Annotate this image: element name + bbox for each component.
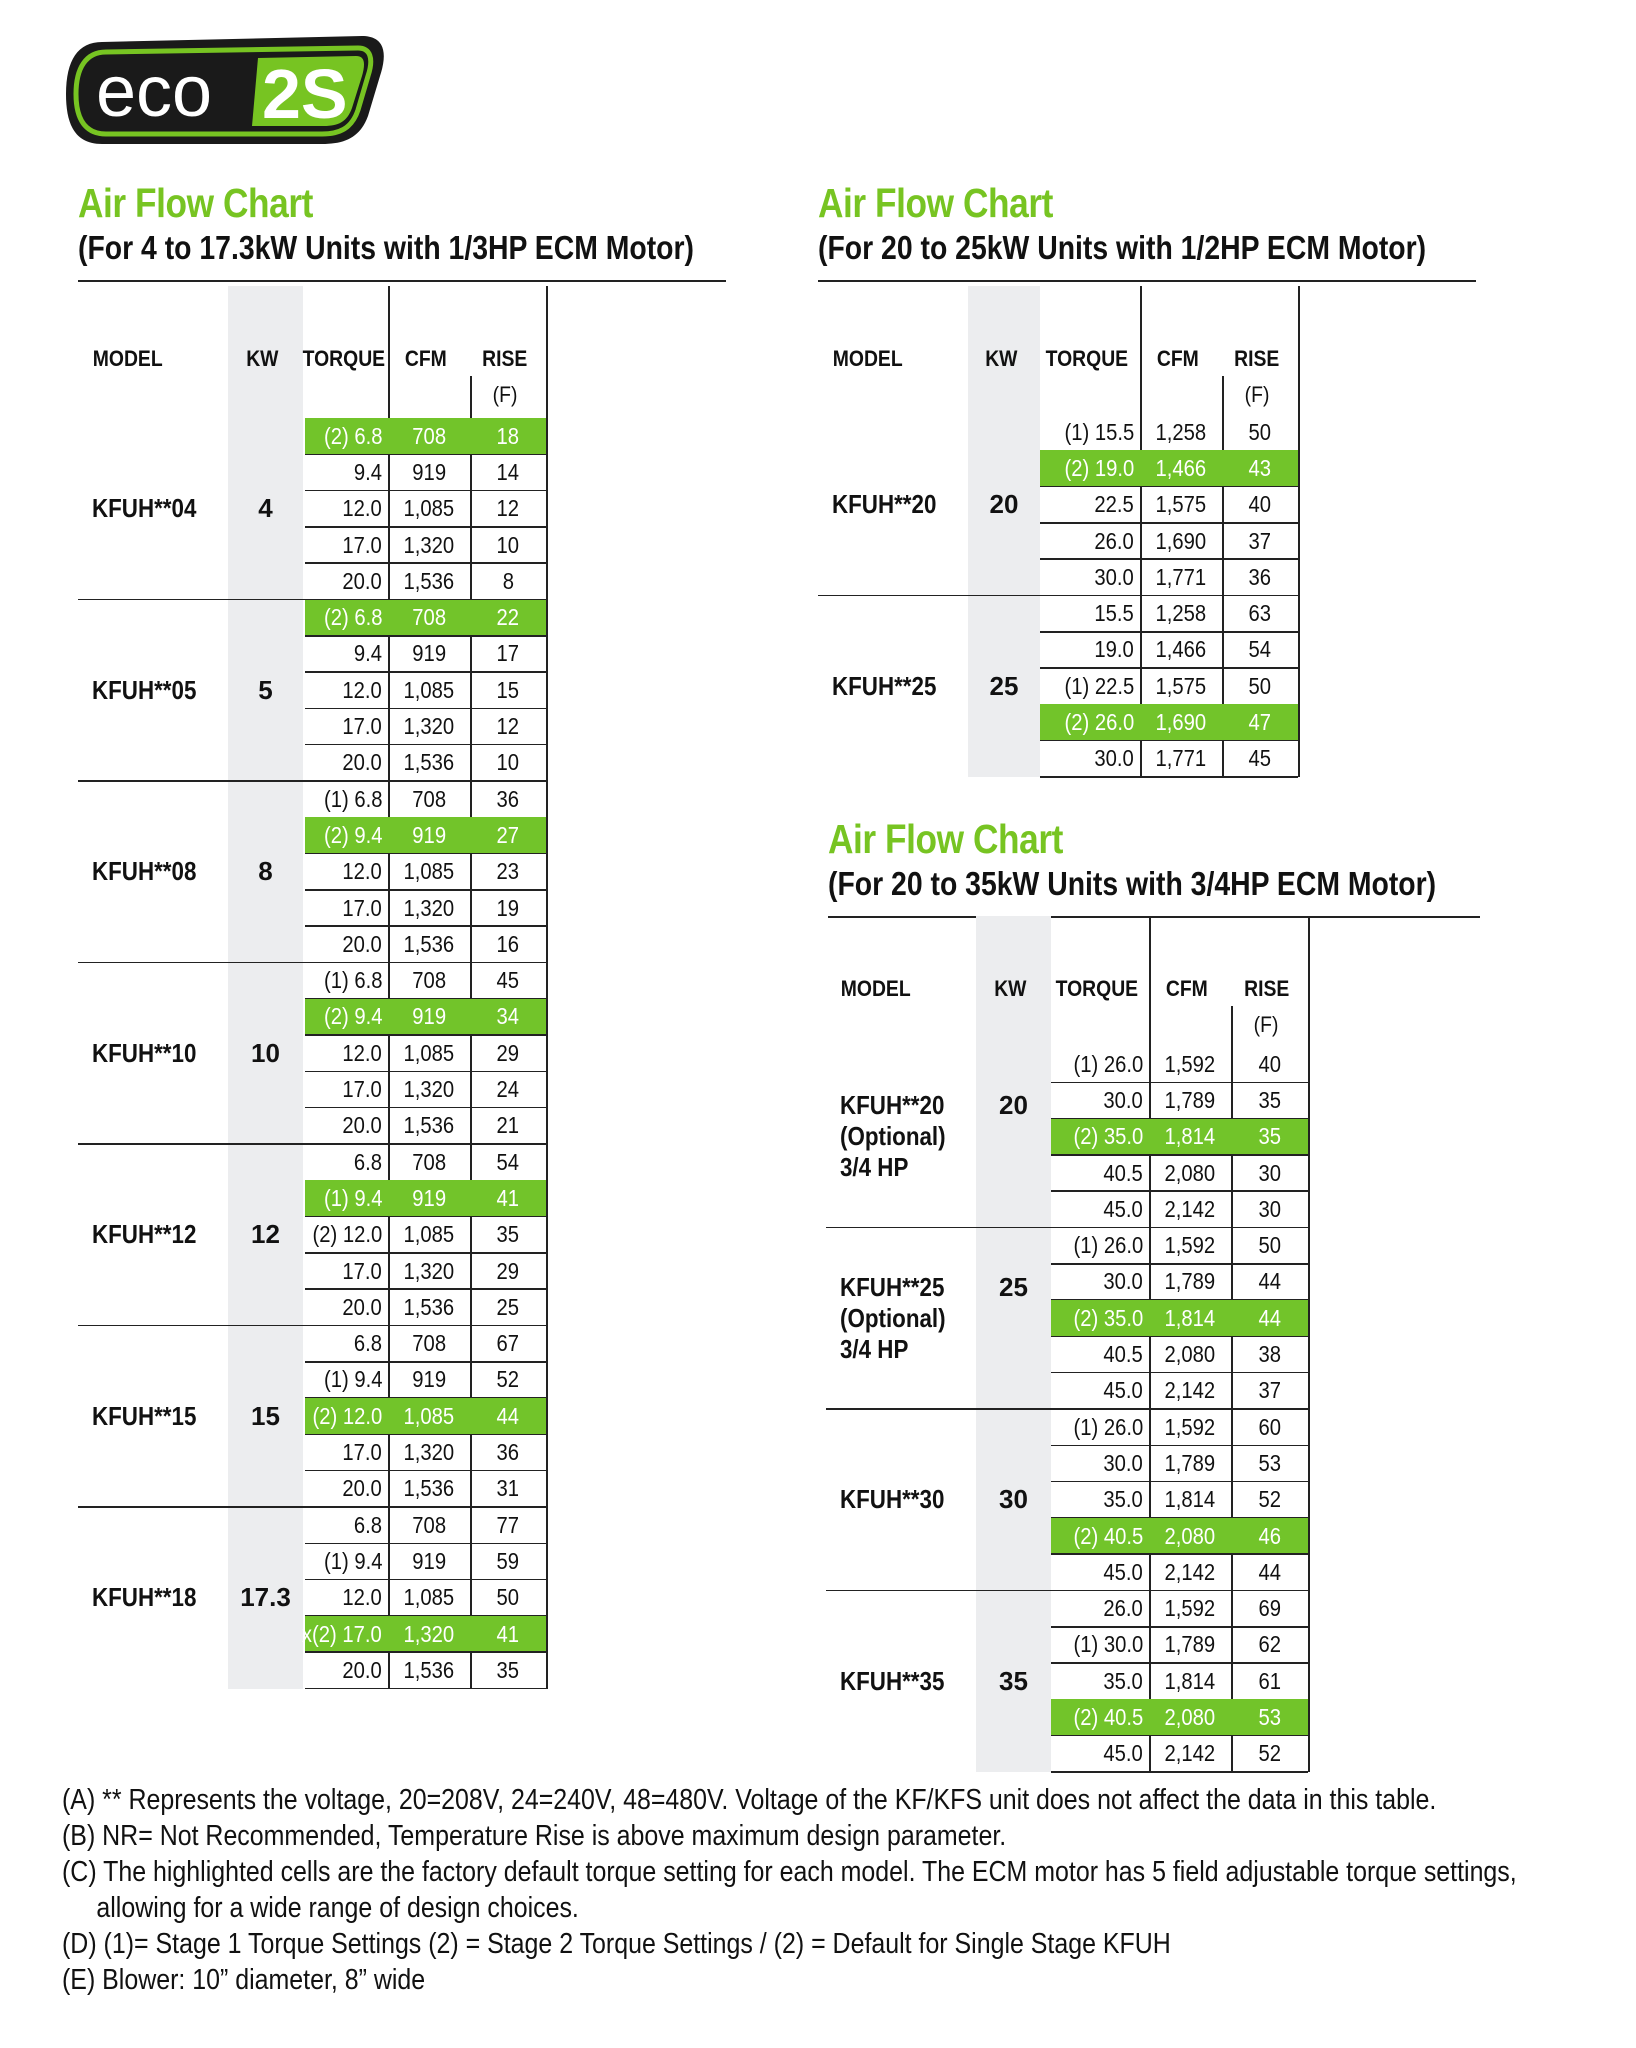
- cfm-cell: 1,320: [403, 1076, 455, 1103]
- kw-value: 35: [999, 1665, 1028, 1696]
- torque-cell: (1) 26.0: [1073, 1232, 1143, 1259]
- cfm-cell: 1,085: [403, 676, 455, 703]
- torque-cell: x(2) 17.0: [305, 1616, 388, 1652]
- rise-cell: 77: [496, 1511, 520, 1538]
- torque-cell: (1) 9.4: [323, 1547, 382, 1574]
- cfm-cell: 919: [388, 817, 470, 853]
- cfm-cell: 2,080: [1149, 1699, 1231, 1735]
- rise-cell: 19: [496, 894, 520, 921]
- rise-cell: 36: [1248, 563, 1272, 590]
- rise-cell: 53: [1231, 1699, 1308, 1735]
- note-e: (E) Blower: 10” diameter, 8” wide: [62, 1964, 426, 1996]
- chart-2-title: Air Flow Chart: [818, 180, 1053, 226]
- rise-cell: 35: [496, 1221, 520, 1248]
- torque-cell: 30.0: [1103, 1268, 1143, 1295]
- cfm-cell: 1,320: [403, 713, 455, 740]
- rise-cell: 36: [496, 1439, 520, 1466]
- group-divider: [78, 1325, 305, 1327]
- rise-cell: 17: [496, 640, 520, 667]
- cfm-cell: 1,592: [1164, 1232, 1216, 1259]
- rise-cell: 59: [496, 1547, 520, 1574]
- kw-value: 25: [989, 670, 1019, 701]
- torque-cell: (1) 9.4: [323, 1366, 382, 1393]
- group-divider: [818, 595, 1040, 597]
- torque-cell: (2) 9.4: [305, 999, 388, 1035]
- rise-cell: 29: [496, 1257, 520, 1284]
- rise-right-line: [546, 286, 548, 1689]
- torque-cell: 6.8: [353, 1148, 382, 1175]
- cfm-cell: 1,690: [1140, 704, 1222, 740]
- torque-cell: 20.0: [342, 1112, 382, 1139]
- cfm-cell: 1,789: [1164, 1268, 1216, 1295]
- cfm-cell: 708: [412, 1148, 446, 1175]
- cfm-cell: 919: [388, 1180, 470, 1216]
- kw-value: 15: [251, 1400, 280, 1431]
- rise-cell: 34: [470, 999, 546, 1035]
- group-divider: [78, 780, 305, 782]
- cfm-cell: 1,466: [1155, 636, 1207, 663]
- rise-cell: 40: [1248, 491, 1272, 518]
- torque-cell: 20.0: [342, 1475, 382, 1502]
- cfm-cell: 1,592: [1164, 1413, 1216, 1440]
- torque-cell: (2) 40.5: [1051, 1518, 1149, 1554]
- cfm-cell: 1,466: [1140, 450, 1222, 486]
- logo-text-eco: eco: [96, 52, 213, 132]
- torque-cell: (2) 9.4: [305, 817, 388, 853]
- rise-cell: 30: [1258, 1195, 1281, 1222]
- model-name: KFUH**04: [92, 493, 197, 524]
- cfm-cell: 2,142: [1164, 1377, 1216, 1404]
- chart-1-heading: [78, 180, 794, 267]
- air-flow-chart-2: [818, 286, 1298, 777]
- torque-cell: 9.4: [353, 458, 382, 485]
- header-rise: RISE: [482, 346, 528, 371]
- rise-cell: 45: [496, 967, 520, 994]
- torque-cell: 30.0: [1094, 745, 1134, 772]
- model-name: KFUH**18: [92, 1582, 197, 1613]
- kw-value: 4: [258, 493, 273, 524]
- rise-cell: 44: [1231, 1300, 1308, 1336]
- rise-cell: 8: [502, 567, 514, 594]
- chart-2-heading: [818, 180, 1525, 267]
- torque-cell: 45.0: [1103, 1377, 1143, 1404]
- torque-cell: 6.8: [353, 1330, 382, 1357]
- kw-value: 30: [999, 1484, 1028, 1515]
- rise-cell: 50: [1248, 418, 1272, 445]
- kw-value: 10: [251, 1037, 280, 1068]
- torque-cell: 17.0: [342, 1257, 382, 1284]
- cfm-cell: 1,789: [1164, 1631, 1216, 1658]
- header-cfm: CFM: [405, 346, 447, 371]
- rise-cell: 41: [470, 1180, 546, 1216]
- chart-3-title: Air Flow Chart: [828, 816, 1063, 862]
- torque-cell: 20.0: [342, 930, 382, 957]
- rise-cell: 63: [1248, 600, 1272, 627]
- rise-cell: 37: [1248, 527, 1272, 554]
- group-divider: [826, 1408, 1051, 1410]
- note-c-continued: allowing for a wide range of design choices.: [96, 1892, 579, 1924]
- rise-right-line: [1298, 286, 1300, 777]
- model-name: KFUH**25 (Optional) 3/4 HP: [840, 1271, 946, 1364]
- cfm-cell: 1,085: [403, 1584, 455, 1611]
- torque-cell: 20.0: [342, 567, 382, 594]
- torque-cell: (2) 12.0: [312, 1221, 382, 1248]
- torque-cell: (2) 6.8: [305, 600, 388, 636]
- rise-cell: 52: [1258, 1486, 1281, 1513]
- torque-cell: 17.0: [342, 1076, 382, 1103]
- group-divider: [826, 1590, 1051, 1592]
- kw-value: 20: [999, 1090, 1028, 1121]
- torque-cell: (2) 35.0: [1051, 1300, 1149, 1336]
- note-c: (C) The highlighted cells are the factory default torque setting for each model. The ECM motor has 5 field adjustable torque settings,: [62, 1856, 1517, 1888]
- cfm-cell: 1,536: [403, 749, 455, 776]
- torque-cell: 12.0: [342, 858, 382, 885]
- cfm-cell: 1,536: [403, 1293, 455, 1320]
- kw-value: 8: [258, 856, 273, 887]
- cfm-cell: 2,080: [1149, 1518, 1231, 1554]
- rise-cell: 10: [496, 531, 520, 558]
- footnotes: [62, 1782, 1622, 1998]
- header-rise: RISE: [1243, 976, 1290, 1001]
- chart-1-title: Air Flow Chart: [78, 180, 313, 226]
- rise-cell: 43: [1222, 450, 1298, 486]
- model-name: KFUH**08: [92, 856, 197, 887]
- cfm-cell: 1,592: [1164, 1595, 1216, 1622]
- cfm-cell: 919: [412, 458, 446, 485]
- cfm-cell: 1,320: [403, 894, 455, 921]
- rise-cell: 44: [1258, 1268, 1281, 1295]
- cfm-cell: 1,320: [403, 531, 455, 558]
- model-name: KFUH**20 (Optional) 3/4 HP: [840, 1090, 946, 1183]
- cfm-cell: 1,690: [1155, 527, 1207, 554]
- cfm-cell: 1,575: [1155, 672, 1207, 699]
- torque-cell: 12.0: [342, 495, 382, 522]
- rise-cell: 61: [1258, 1667, 1281, 1694]
- rise-cell: 21: [496, 1112, 520, 1139]
- torque-cell: 6.8: [353, 1511, 382, 1538]
- rise-cell: 50: [1258, 1232, 1281, 1259]
- torque-cell: 20.0: [342, 749, 382, 776]
- torque-cell: 9.4: [353, 640, 382, 667]
- torque-cell: 35.0: [1103, 1486, 1143, 1513]
- kw-value: 17.3: [240, 1582, 291, 1613]
- rise-cell: 35: [1258, 1086, 1281, 1113]
- torque-cell: (1) 30.0: [1073, 1631, 1143, 1658]
- torque-cell: 17.0: [342, 531, 382, 558]
- rise-right-line: [1308, 916, 1310, 1772]
- chart-2-subtitle: (For 20 to 25kW Units with 1/2HP ECM Motor): [818, 229, 1427, 266]
- rise-cell: 47: [1222, 704, 1298, 740]
- rise-cell: 45: [1248, 745, 1272, 772]
- header-cfm: CFM: [1166, 976, 1208, 1001]
- rise-cell: 14: [496, 458, 520, 485]
- rise-cell: 40: [1258, 1050, 1281, 1077]
- rise-cell: 23: [496, 858, 520, 885]
- cfm-cell: 2,142: [1164, 1195, 1216, 1222]
- rise-cell: 31: [496, 1475, 520, 1502]
- cfm-cell: 1,536: [403, 1475, 455, 1502]
- model-name: KFUH**10: [92, 1037, 197, 1068]
- rise-cell: 29: [496, 1039, 520, 1066]
- group-divider: [826, 1227, 1051, 1229]
- cfm-cell: 1,085: [403, 858, 455, 885]
- torque-cell: (2) 19.0: [1040, 450, 1140, 486]
- cfm-cell: 1,085: [403, 1039, 455, 1066]
- header-torque: TORQUE: [1045, 346, 1129, 371]
- rise-cell: 35: [1231, 1119, 1308, 1155]
- torque-cell: 12.0: [342, 1584, 382, 1611]
- cfm-cell: 919: [412, 1547, 446, 1574]
- cfm-cell: 1,814: [1164, 1667, 1216, 1694]
- row-divider: [1051, 1771, 1308, 1773]
- rise-cell: 12: [496, 495, 520, 522]
- cfm-cell: 1,085: [403, 495, 455, 522]
- cfm-cell: 919: [412, 1366, 446, 1393]
- header-kw: KW: [246, 346, 279, 371]
- rise-cell: 22: [470, 600, 546, 636]
- rise-cell: 24: [496, 1076, 520, 1103]
- torque-cell: 12.0: [342, 1039, 382, 1066]
- rise-cell: 53: [1258, 1449, 1281, 1476]
- header-torque: TORQUE: [1055, 976, 1139, 1001]
- torque-cell: 45.0: [1103, 1558, 1143, 1585]
- model-name: KFUH**05: [92, 674, 197, 705]
- header-torque: TORQUE: [302, 346, 385, 371]
- rise-cell: 41: [470, 1616, 546, 1652]
- header-model: MODEL: [840, 976, 911, 1001]
- torque-cell: (2) 12.0: [305, 1398, 388, 1434]
- cfm-cell: 708: [412, 967, 446, 994]
- cfm-cell: 1,085: [388, 1398, 470, 1434]
- torque-cell: (1) 6.8: [323, 785, 382, 812]
- cfm-cell: 1,789: [1164, 1449, 1216, 1476]
- cfm-cell: 1,771: [1155, 745, 1207, 772]
- cfm-cell: 1,536: [403, 1656, 455, 1683]
- cfm-cell: 1,536: [403, 567, 455, 594]
- kw-value: 20: [989, 489, 1019, 520]
- torque-cell: (2) 35.0: [1051, 1119, 1149, 1155]
- air-flow-chart-3: [826, 916, 1308, 1772]
- rise-cell: 69: [1258, 1595, 1281, 1622]
- torque-cell: 40.5: [1103, 1341, 1143, 1368]
- torque-cell: (1) 15.5: [1064, 418, 1134, 445]
- rise-cell: 25: [496, 1293, 520, 1320]
- rise-cell: 15: [496, 676, 520, 703]
- chart-1-subtitle: (For 4 to 17.3kW Units with 1/3HP ECM Motor): [78, 229, 695, 266]
- kw-value: 12: [251, 1219, 280, 1250]
- header-rise: RISE: [1234, 346, 1280, 371]
- torque-cell: 26.0: [1094, 527, 1134, 554]
- model-name: KFUH**12: [92, 1219, 197, 1250]
- header-rise-unit: (F): [492, 382, 518, 407]
- rise-cell: 52: [496, 1366, 520, 1393]
- note-a: (A) ** Represents the voltage, 20=208V, 24=240V, 48=480V. Voltage of the KF/KFS unit does not affect the data in this table.: [62, 1784, 1437, 1816]
- chart-1-heading-rule: [78, 280, 726, 282]
- torque-cell: (1) 6.8: [323, 967, 382, 994]
- rise-cell: 60: [1258, 1413, 1281, 1440]
- rise-cell: 54: [1248, 636, 1272, 663]
- torque-cell: (2) 6.8: [305, 418, 388, 454]
- cfm-cell: 1,814: [1149, 1119, 1231, 1155]
- cfm-cell: 708: [412, 1330, 446, 1357]
- kw-value: 5: [258, 674, 273, 705]
- rise-cell: 54: [496, 1148, 520, 1175]
- cfm-cell: 1,320: [388, 1616, 470, 1652]
- torque-cell: 20.0: [342, 1656, 382, 1683]
- cfm-cell: 708: [412, 1511, 446, 1538]
- cfm-cell: 2,080: [1164, 1341, 1216, 1368]
- cfm-cell: 1,789: [1164, 1086, 1216, 1113]
- cfm-cell: 1,258: [1155, 418, 1207, 445]
- rise-cell: 62: [1258, 1631, 1281, 1658]
- torque-cell: 17.0: [342, 1439, 382, 1466]
- torque-cell: (1) 26.0: [1073, 1050, 1143, 1077]
- cfm-cell: 1,771: [1155, 563, 1207, 590]
- cfm-cell: 2,080: [1164, 1159, 1216, 1186]
- rise-cell: 35: [496, 1656, 520, 1683]
- cfm-cell: 919: [388, 999, 470, 1035]
- torque-cell: 30.0: [1103, 1086, 1143, 1113]
- header-rise-unit: (F): [1244, 382, 1270, 407]
- rise-cell: 38: [1258, 1341, 1281, 1368]
- row-divider: [305, 1688, 546, 1690]
- cfm-cell: 1,592: [1164, 1050, 1216, 1077]
- torque-cell: 15.5: [1094, 600, 1134, 627]
- rise-cell: 46: [1231, 1518, 1308, 1554]
- torque-cell: 45.0: [1103, 1740, 1143, 1767]
- rise-cell: 27: [470, 817, 546, 853]
- row-divider: [1040, 776, 1298, 778]
- rise-cell: 36: [496, 785, 520, 812]
- header-cfm: CFM: [1157, 346, 1199, 371]
- torque-cell: (1) 26.0: [1073, 1413, 1143, 1440]
- cfm-cell: 1,536: [403, 1112, 455, 1139]
- torque-cell: 30.0: [1103, 1449, 1143, 1476]
- logo-text-2s: 2S: [262, 55, 348, 133]
- cfm-cell: 919: [412, 640, 446, 667]
- torque-cell: 12.0: [342, 676, 382, 703]
- torque-cell: 35.0: [1103, 1667, 1143, 1694]
- model-name: KFUH**15: [92, 1400, 197, 1431]
- cfm-cell: 708: [412, 785, 446, 812]
- chart-2-heading-rule: [818, 280, 1476, 282]
- model-name: KFUH**20: [832, 489, 937, 520]
- header-kw: KW: [984, 346, 1018, 371]
- rise-cell: 52: [1258, 1740, 1281, 1767]
- rise-cell: 44: [1258, 1558, 1281, 1585]
- rise-cell: 37: [1258, 1377, 1281, 1404]
- chart-3-heading: [828, 816, 1535, 903]
- cfm-cell: 1,258: [1155, 600, 1207, 627]
- cfm-cell: 1,814: [1164, 1486, 1216, 1513]
- header-model: MODEL: [832, 346, 903, 371]
- air-flow-chart-1: [78, 286, 546, 1689]
- torque-cell: (2) 40.5: [1051, 1699, 1149, 1735]
- torque-cell: 17.0: [342, 713, 382, 740]
- cfm-cell: 1,320: [403, 1439, 455, 1466]
- rise-cell: 50: [496, 1584, 520, 1611]
- model-name: KFUH**35: [840, 1665, 945, 1696]
- cfm-cell: 1,320: [403, 1257, 455, 1284]
- torque-cell: (1) 22.5: [1064, 672, 1134, 699]
- torque-cell: 22.5: [1094, 491, 1134, 518]
- torque-cell: 20.0: [342, 1293, 382, 1320]
- note-b: (B) NR= Not Recommended, Temperature Rise is above maximum design parameter.: [62, 1820, 1007, 1852]
- header-kw: KW: [994, 976, 1027, 1001]
- cfm-cell: 1,814: [1149, 1300, 1231, 1336]
- note-d: (D) (1)= Stage 1 Torque Settings (2) = Stage 2 Torque Settings / (2) = Default for Single Stage KFUH: [62, 1928, 1171, 1960]
- torque-cell: 40.5: [1103, 1159, 1143, 1186]
- chart-3-subtitle: (For 20 to 35kW Units with 3/4HP ECM Motor): [828, 865, 1437, 902]
- torque-cell: (1) 9.4: [305, 1180, 388, 1216]
- cfm-cell: 2,142: [1164, 1558, 1216, 1585]
- group-divider: [78, 599, 305, 601]
- torque-cell: 19.0: [1094, 636, 1134, 663]
- group-divider: [78, 1143, 305, 1145]
- header-rise-unit: (F): [1254, 1012, 1279, 1037]
- torque-cell: 45.0: [1103, 1195, 1143, 1222]
- kw-value: 25: [999, 1271, 1028, 1302]
- rise-cell: 10: [496, 749, 520, 776]
- torque-cell: 30.0: [1094, 563, 1134, 590]
- rise-cell: 12: [496, 713, 520, 740]
- rise-cell: 67: [496, 1330, 520, 1357]
- cfm-cell: 2,142: [1164, 1740, 1216, 1767]
- model-name: KFUH**25: [832, 670, 937, 701]
- rise-cell: 50: [1248, 672, 1272, 699]
- torque-cell: (2) 26.0: [1040, 704, 1140, 740]
- eco2s-logo: [62, 30, 392, 150]
- rise-cell: 30: [1258, 1159, 1281, 1186]
- torque-cell: 26.0: [1103, 1595, 1143, 1622]
- rise-cell: 18: [470, 418, 546, 454]
- cfm-cell: 708: [388, 600, 470, 636]
- rise-cell: 44: [470, 1398, 546, 1434]
- group-divider: [78, 1506, 305, 1508]
- kw-column-band: [976, 916, 1051, 1772]
- cfm-cell: 1,536: [403, 930, 455, 957]
- cfm-cell: 1,575: [1155, 491, 1207, 518]
- header-model: MODEL: [92, 346, 163, 371]
- cfm-cell: 708: [388, 418, 470, 454]
- rise-cell: 16: [496, 930, 520, 957]
- cfm-cell: 1,085: [403, 1221, 455, 1248]
- group-divider: [78, 962, 305, 964]
- model-name: KFUH**30: [840, 1484, 945, 1515]
- torque-cell: 17.0: [342, 894, 382, 921]
